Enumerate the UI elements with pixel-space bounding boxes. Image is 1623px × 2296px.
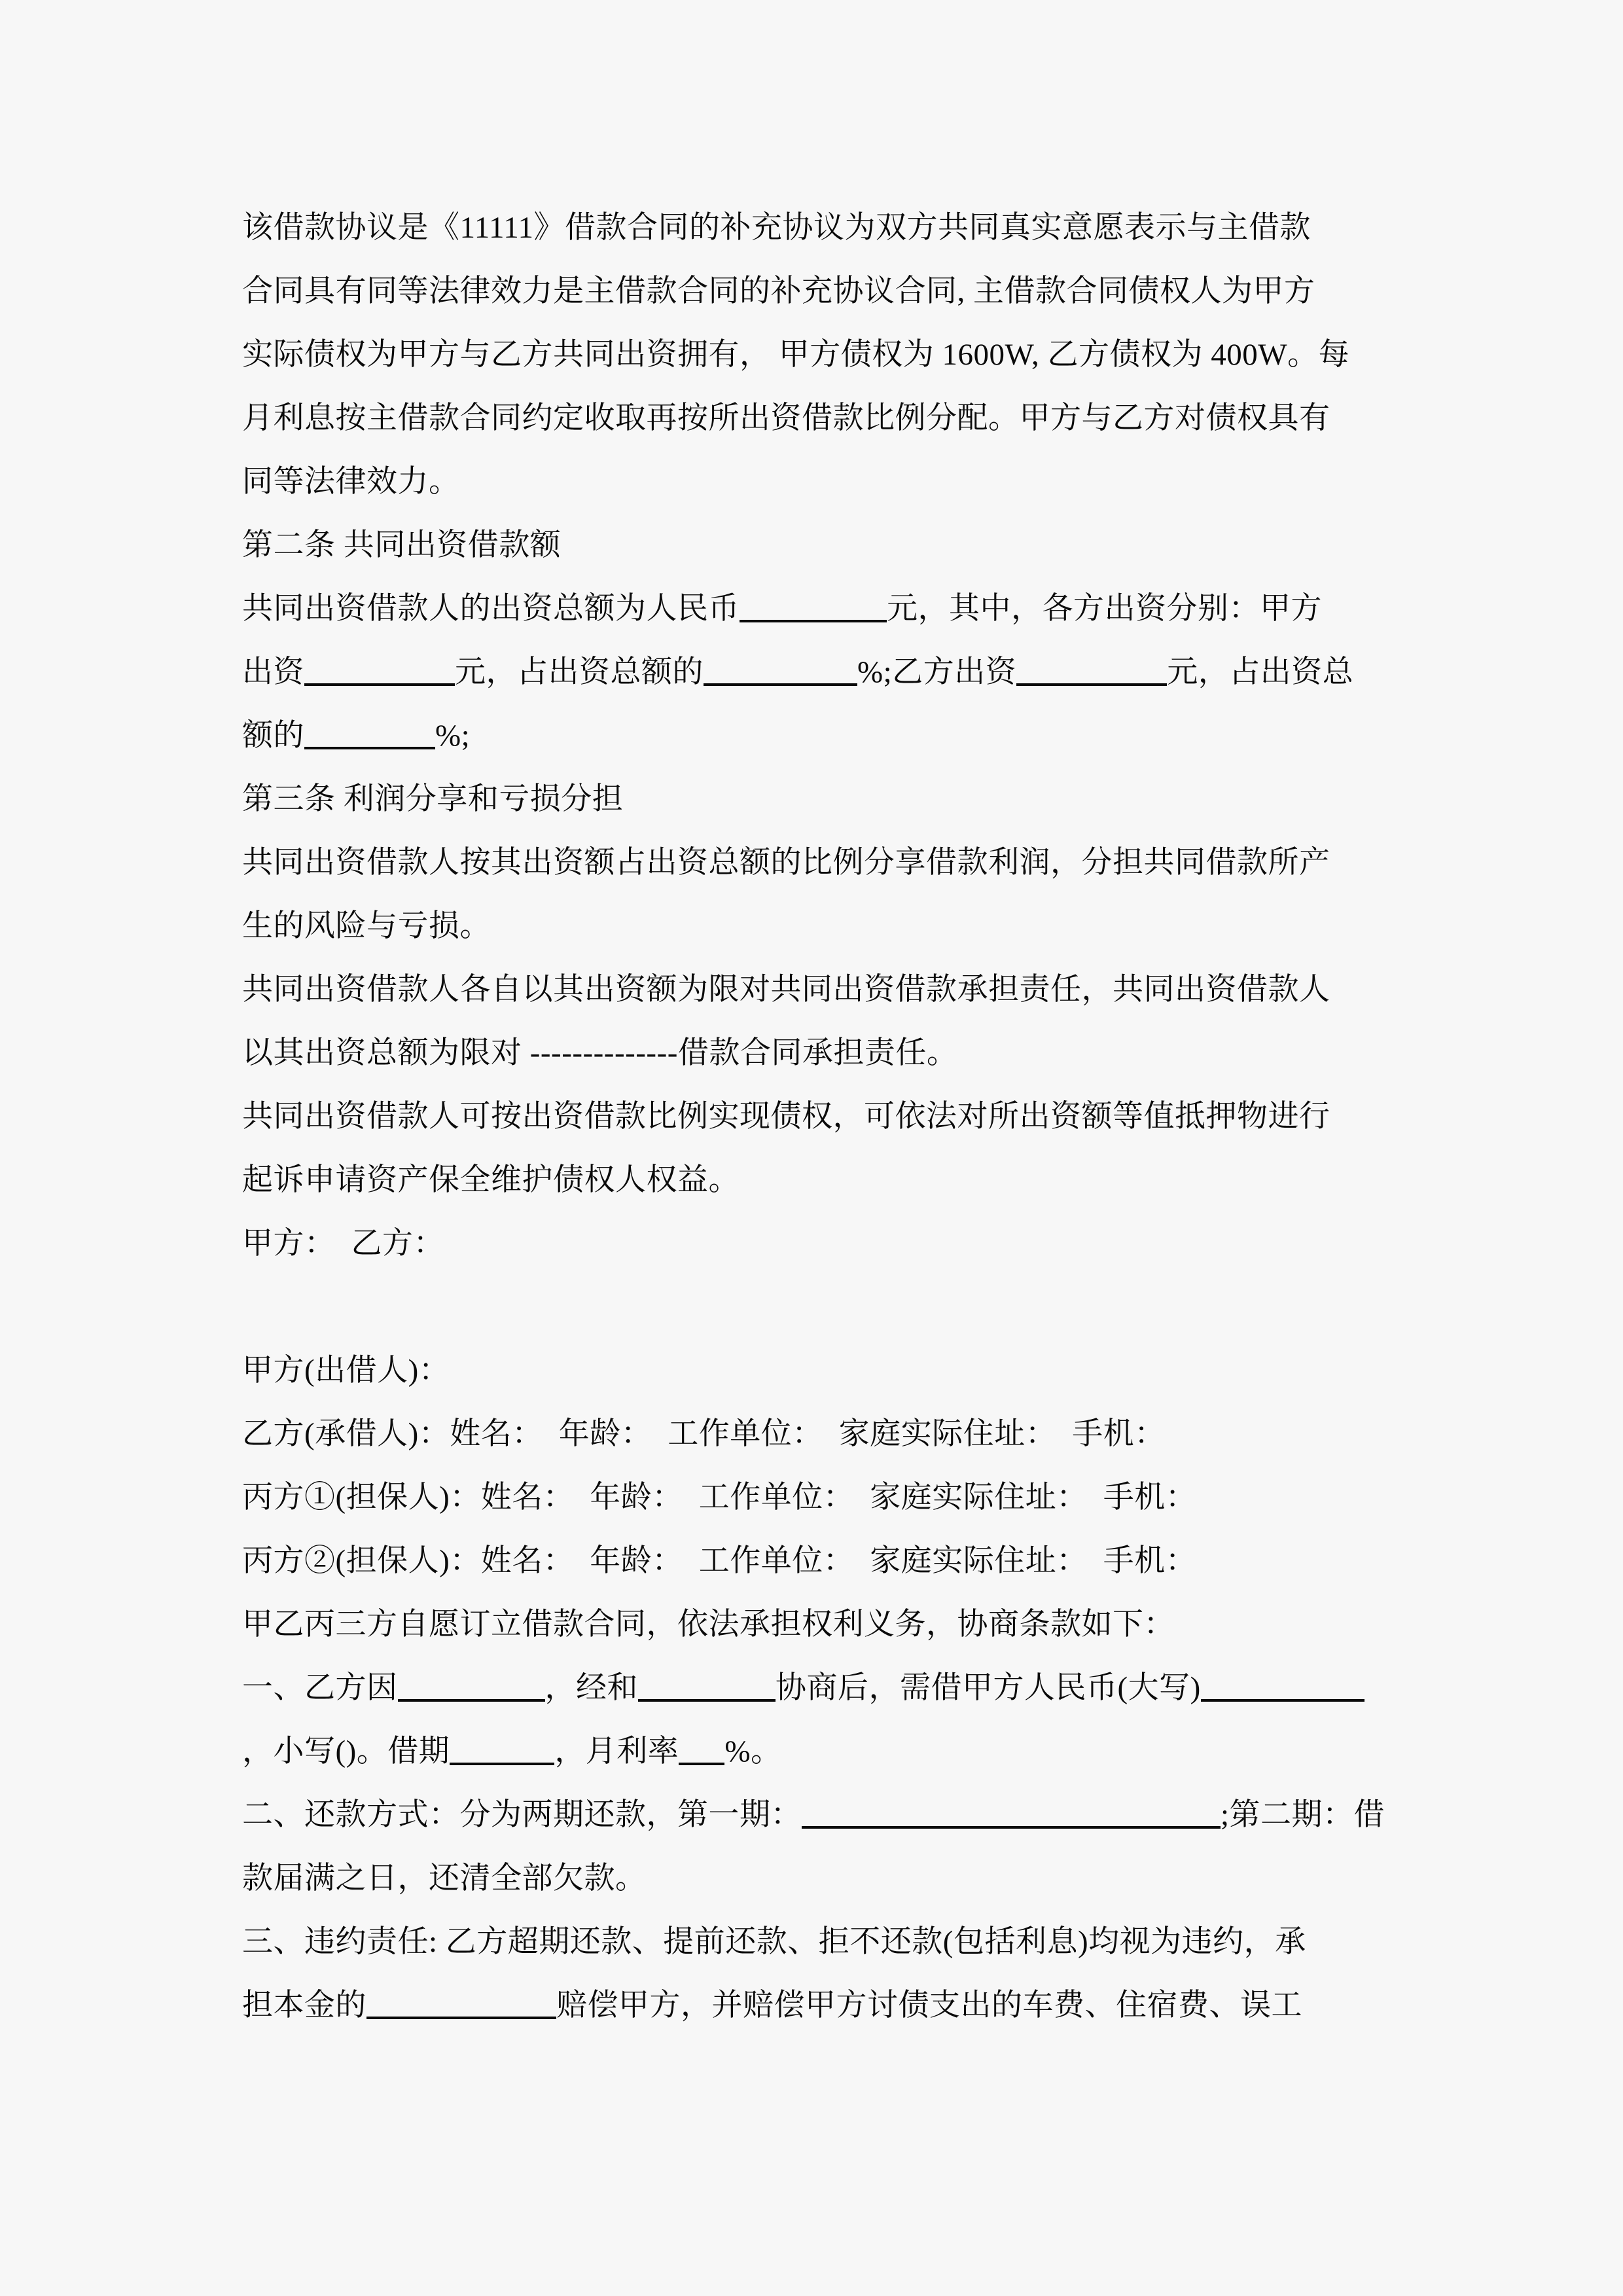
text-line [242,1403,1394,1466]
text-run: ;第二期：借 [1221,1798,1385,1832]
text-line [242,1910,1394,1974]
text-run: 担本金的 [242,1988,366,2022]
text-line [242,514,1394,577]
text-run: 乙方(承借人)：姓名： 年龄： 工作单位： 家庭实际住址： 手机： [242,1417,1166,1451]
blank-underline [366,2007,556,2019]
text-run: 起诉申请资产保全维护债权人权益。 [242,1163,740,1197]
text-line [242,768,1394,831]
text-line [242,1720,1394,1784]
text-run: 月利息按主借款合同约定收取再按所出资借款比例分配。甲方与乙方对债权具有 [242,401,1330,435]
text-run: 同等法律效力。 [242,465,460,499]
text-run: 以其出资总额为限对 --------------借款合同承担责任。 [242,1036,958,1070]
text-line [242,958,1394,1022]
text-run: 合同具有同等法律效力是主借款合同的补充协议合同, 主借款合同债权人为甲方 [242,274,1315,308]
text-run: 二、还款方式：分为两期还款，第一期： [242,1798,802,1832]
text-line [242,1657,1394,1720]
text-run: 元，占出资总额的 [455,655,704,689]
text-line [242,260,1394,323]
blank-underline [304,738,435,749]
blank-underline [304,674,455,686]
text-line [242,704,1394,768]
text-line [242,1784,1394,1847]
text-line [242,450,1394,514]
blank-underline [1201,1690,1364,1702]
text-run: 第二条 共同出资借款额 [242,528,562,562]
text-run: ，月利率 [554,1734,679,1768]
text-line [242,1466,1394,1530]
blank-underline [398,1690,545,1702]
text-run: 一、乙方因 [242,1671,398,1705]
text-line [242,1022,1394,1085]
text-run: 甲方： 乙方： [242,1227,444,1261]
text-run: 元，其中，各方出资分别：甲方 [887,592,1322,626]
text-run: 第三条 利润分享和亏损分担 [242,782,624,816]
text-run: 元，占出资总 [1167,655,1354,689]
text-run: 甲方(出借人)： [242,1354,450,1388]
text-line [242,1149,1394,1212]
text-line [242,641,1394,704]
text-line [242,577,1394,641]
text-run: 出资 [242,655,304,689]
text-run: %; [435,719,471,753]
text-run: 赔偿甲方，并赔偿甲方讨债支出的车费、住宿费、误工 [556,1988,1302,2022]
text-line [242,1847,1394,1910]
text-line [242,1212,1394,1276]
blank-underline [1016,674,1167,686]
text-run: 额的 [242,719,304,753]
text-run: 生的风险与亏损。 [242,909,491,943]
blank-underline [679,1753,724,1765]
text-run: ，经和 [544,1671,638,1705]
text-run: 共同出资借款人按其出资额占出资总额的比例分享借款利润，分担共同借款所产 [242,846,1330,880]
text-run: %。 [724,1734,782,1768]
text-run: 丙方②(担保人)：姓名： 年龄： 工作单位： 家庭实际住址： 手机： [242,1544,1197,1578]
text-run: 三、违约责任: 乙方超期还款、提前还款、拒不还款(包括利息)均视为违约，承 [242,1925,1306,1959]
text-run: 丙方①(担保人)：姓名： 年龄： 工作单位： 家庭实际住址： 手机： [242,1480,1197,1515]
text-line [242,1593,1394,1657]
text-run: 款届满之日，还清全部欠款。 [242,1861,647,1895]
text-line [242,1974,1394,2037]
text-run: 实际债权为甲方与乙方共同出资拥有， 甲方债权为 1600W, 乙方债权为 400W。每 [242,338,1350,372]
text-run: 共同出资借款人各自以其出资额为限对共同出资借款承担责任，共同出资借款人 [242,973,1330,1007]
text-line [242,1530,1394,1593]
text-line [242,1085,1394,1149]
text-run: 协商后，需借甲方人民币(大写) [776,1671,1201,1705]
blank-underline [638,1690,776,1702]
text-line [242,387,1394,450]
text-line [242,831,1394,895]
text-run: ，小写()。借期 [242,1734,450,1768]
text-line [242,323,1394,387]
text-run: 共同出资借款人可按出资借款比例实现债权，可依法对所出资额等值抵押物进行 [242,1100,1330,1134]
text-run: %;乙方出资 [857,655,1017,689]
text-line [242,895,1394,958]
empty-line [242,1276,1394,1339]
blank-underline [704,674,857,686]
blank-underline [450,1753,554,1765]
text-run: 共同出资借款人的出资总额为人民币 [242,592,740,626]
text-run: 甲乙丙三方自愿订立借款合同，依法承担权利义务，协商条款如下： [242,1607,1175,1641]
text-run: 该借款协议是《11111》借款合同的补充协议为双方共同真实意愿表示与主借款 [242,211,1311,245]
text-line [242,196,1394,260]
text-line [242,1339,1394,1403]
blank-underline [802,1817,1221,1829]
blank-underline [740,611,887,622]
